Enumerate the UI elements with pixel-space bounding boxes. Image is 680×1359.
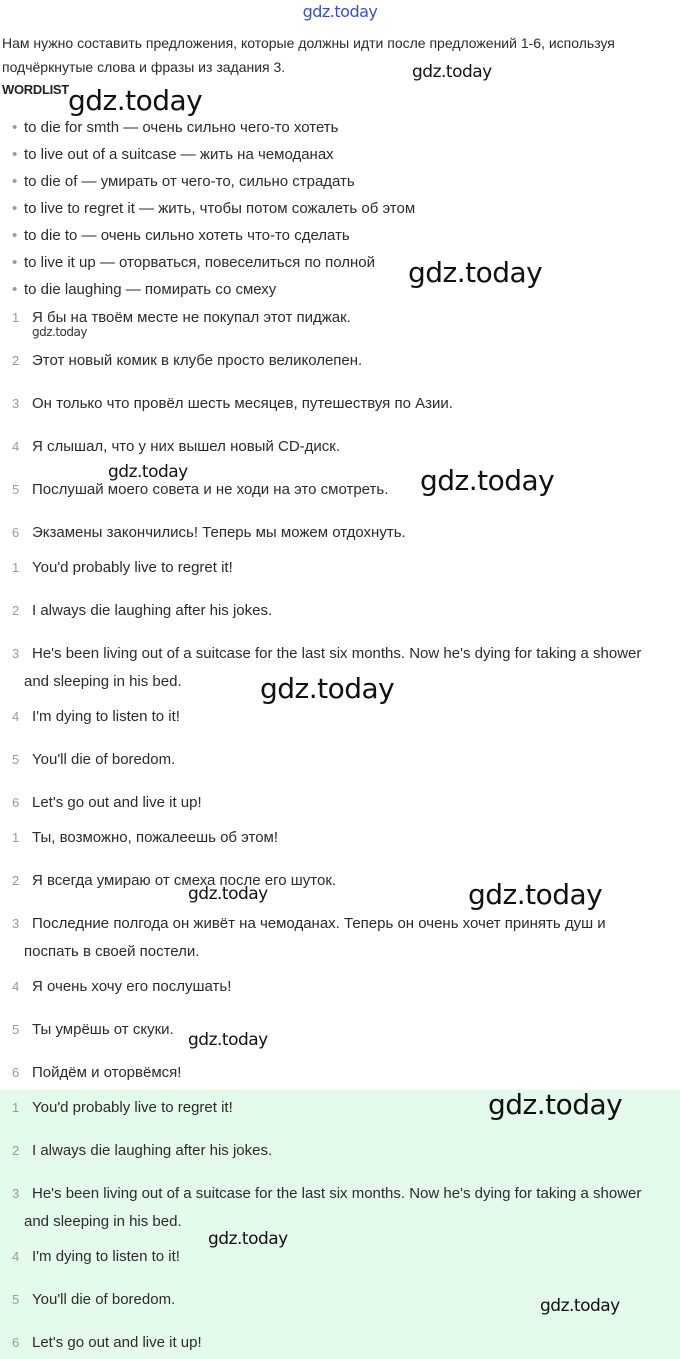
list-item: 5 You'll die of boredom. — [12, 751, 176, 768]
watermark: gdz.today — [188, 884, 268, 904]
wordlist-item: • to live out of a suitcase — жить на чемоданах — [0, 143, 415, 170]
watermark: gdz.today — [540, 1296, 620, 1316]
wordlist-item: • to live it up — оторваться, повеселиться по полной — [0, 251, 415, 278]
list-item: 1 You'd probably live to regret it! — [12, 1099, 233, 1116]
bullet-icon: • — [12, 254, 18, 271]
wordlist-item: • to die of — умирать от чего-то, сильно страдать — [0, 170, 415, 197]
list-item: 5 Ты умрёшь от скуки. — [12, 1021, 174, 1038]
watermark: gdz.today — [68, 84, 203, 117]
watermark: gdz.today — [408, 256, 543, 289]
list-item: 6 Пойдём и оторвёмся! — [12, 1064, 182, 1081]
task-intro: Нам нужно составить предложения, которые должны идти после предложений 1-6, используя подчёркнутые слова и фразы из задания 3. — [2, 35, 615, 75]
wordlist-item: • to die for smth — очень сильно чего-то хотеть — [0, 116, 415, 143]
bullet-icon: • — [12, 200, 18, 217]
list-item: 6 Экзамены закончились! Теперь мы можем отдохнуть. — [12, 524, 406, 541]
watermark: gdz.today — [208, 1229, 288, 1249]
list-item: 3 He's been living out of a suitcase for the last six months. Now he's dying for taking a shower and sleeping in his bed. — [12, 1185, 642, 1230]
bullet-icon: • — [12, 281, 18, 298]
list-item: 3 He's been living out of a suitcase for the last six months. Now he's dying for taking a shower and sleeping in his bed. — [12, 645, 642, 690]
list-item: 2 Этот новый комик в клубе просто великолепен. — [12, 352, 363, 369]
list-item: 5 You'll die of boredom. — [12, 1291, 176, 1308]
bullet-icon: • — [12, 227, 18, 244]
bullet-icon: • — [12, 119, 18, 136]
list-item: 6 Let's go out and live it up! — [12, 1334, 202, 1351]
list-item: 4 I'm dying to listen to it! — [12, 708, 180, 725]
list-item: 1 You'd probably live to regret it! — [12, 559, 233, 576]
site-header-link[interactable]: gdz.today — [302, 2, 378, 21]
bullet-icon: • — [12, 173, 18, 190]
wordlist — [0, 116, 415, 305]
list-item: 6 Let's go out and live it up! — [12, 794, 202, 811]
list-item: 1 Я бы на твоём месте не покупал этот пиджак. — [12, 309, 351, 326]
watermark: gdz.today — [260, 672, 395, 705]
wordlist-item: • to die laughing — помирать со смеху — [0, 278, 415, 305]
watermark: gdz.today — [488, 1088, 623, 1121]
list-item: 3 Он только что провёл шесть месяцев, путешествуя по Азии. — [12, 395, 453, 412]
list-item: 4 Я очень хочу его послушать! — [12, 978, 232, 995]
wordlist-item: • to die to — очень сильно хотеть что-то сделать — [0, 224, 415, 251]
list-item: 5 Послушай моего совета и не ходи на это смотреть. — [12, 481, 389, 498]
watermark: gdz.today — [108, 462, 188, 482]
list-item: 2 I always die laughing after his jokes. — [12, 1142, 273, 1159]
list-item: 4 Я слышал, что у них вышел новый CD-диск. — [12, 438, 341, 455]
watermark: gdz.today — [188, 1030, 268, 1050]
list-item: 1 Ты, возможно, пожалеешь об этом! — [12, 829, 279, 846]
list-item: 3 Последние полгода он живёт на чемоданах. Теперь он очень хочет принять душ и поспать в своей постели. — [12, 915, 606, 960]
wordlist-item: • to live to regret it — жить, чтобы потом сожалеть об этом — [0, 197, 415, 224]
list-item: 2 I always die laughing after his jokes. — [12, 602, 273, 619]
bullet-icon: • — [12, 146, 18, 163]
list-item: 2 Я всегда умираю от смеха после его шуток. — [12, 872, 337, 889]
watermark: gdz.today — [32, 325, 87, 339]
watermark: gdz.today — [420, 464, 555, 497]
wordlist-title: WORDLIST — [2, 82, 69, 97]
watermark: gdz.today — [468, 878, 603, 911]
watermark: gdz.today — [412, 62, 492, 82]
list-item: 4 I'm dying to listen to it! — [12, 1248, 180, 1265]
